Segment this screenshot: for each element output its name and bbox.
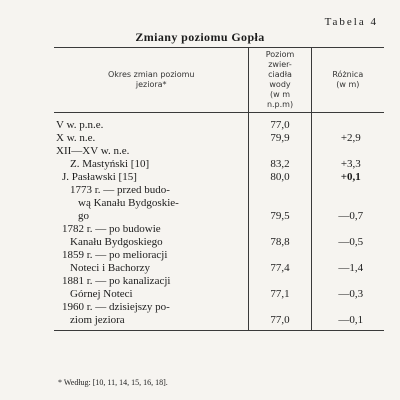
difference-cell: —0,7 [338,210,364,222]
period-text: go [78,210,89,222]
period-text: 1960 r. — dzisiejszy po- [62,301,170,313]
difference-cell: —0,3 [338,288,364,300]
level-cell: 77,0 [249,301,311,331]
period-text: XII—XV w. n.e. [56,145,130,157]
table-row [54,223,384,249]
level-cell: 79,5 [249,184,311,223]
table-row [54,301,384,331]
difference-cell: —0,5 [338,236,364,248]
header-difference-line: Różnica [332,70,364,79]
period-text: wą Kanału Bydgoskie- [78,197,179,209]
difference-cell: +2,9 [340,132,361,144]
header-period-line: jeziora* [135,80,167,89]
header-difference-line: (w m) [336,80,360,89]
difference-cell: —1,4 [338,262,364,274]
period-text: Noteci i Bachorzy [70,262,151,274]
table-footnote: * Według: [10, 11, 14, 15, 16, 18]. [58,378,168,387]
period-cell [54,184,249,223]
table-number-label: Tabela 4 [324,16,378,28]
period-text: 1782 r. — po budowie [62,223,161,235]
level-cell: 77,1 [249,275,311,301]
level-cell: 83,2 [249,145,311,171]
table-row [54,171,384,184]
table-row [54,145,384,171]
difference-cell [311,113,384,133]
difference-cell: +0,1 [340,171,361,183]
table-row [54,184,384,223]
lake-level-table [54,47,384,331]
period-text: X w. n.e. [56,132,96,144]
table-header-row [54,48,384,113]
header-period-line: Okres zmian poziomu [107,70,195,79]
period-cell [54,171,249,184]
table-row [54,132,384,145]
header-level-line: wody [269,80,291,89]
header-level-line: Poziom [265,50,295,59]
period-text: Górnej Noteci [70,288,133,300]
period-text: Z. Mastyński [10] [70,158,150,170]
header-level-line: (w m [270,90,291,99]
period-cell [54,132,249,145]
table-row [54,113,384,133]
level-cell: 78,8 [249,223,311,249]
level-cell: 79,9 [249,132,311,145]
header-level-line: zwier- [268,60,292,69]
period-cell [54,249,249,275]
period-cell [54,145,249,171]
level-cell: 77,4 [249,249,311,275]
difference-cell: +3,3 [340,158,361,170]
header-level [249,48,311,113]
table-title: Zmiany poziomu Gopła [135,30,265,44]
period-cell [54,113,249,133]
difference-cell: —0,1 [311,301,384,331]
header-period [54,48,249,113]
period-cell [54,223,249,249]
header-level-line: n.p.m) [266,100,294,109]
period-cell [54,275,249,301]
level-cell: 77,0 [249,113,311,133]
period-cell [54,301,249,331]
period-text: ziom jeziora [70,314,125,326]
period-text: J. Pasławski [15] [62,171,137,183]
header-difference [311,48,384,113]
period-text: Kanału Bydgoskiego [70,236,163,248]
table-row [54,249,384,275]
header-level-line: ciadła [268,70,292,79]
table-row [54,275,384,301]
period-text: 1773 r. — przed budo- [70,184,170,196]
period-text: 1881 r. — po kanalizacji [62,275,171,287]
level-cell: 80,0 [249,171,311,184]
period-text: V w. p.n.e. [56,119,104,131]
period-text: 1859 r. — po melioracji [62,249,168,261]
